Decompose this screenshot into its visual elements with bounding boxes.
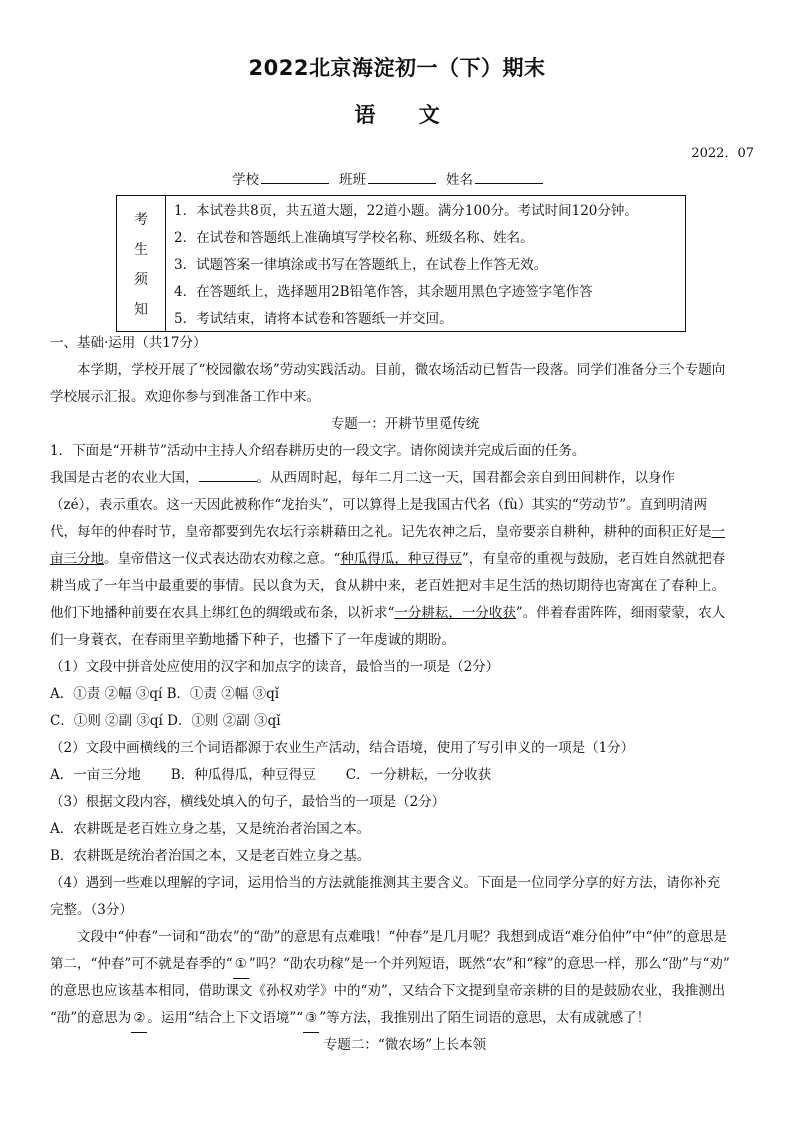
option-line: A．一亩三分地 B．种瓜得瓜，种豆得豆 C．一分耕耘，一分收获 [50,767,492,783]
section-heading: 一、基础·运用（共17分） [50,335,207,351]
class-blank[interactable] [368,170,436,184]
exam-notice-box [116,195,686,332]
intro-line: 学校展示汇报。欢迎你参与到准备工作中来。 [50,389,320,405]
passage-line: 亩三分地。皇帝借这一仪式表达劭农劝稼之意。“种瓜得瓜，种豆得豆”，有皇帝的重视与鼓励，老百姓自然就把春 [50,551,726,567]
question-1-stem: 1．下面是“开耕节”活动中主持人介绍春耕历史的一段文字。请你阅读并完成后面的任务。 [50,443,586,459]
student-info-line [232,168,543,188]
topic-1-heading: 专题一：开耕节里觅传统 [330,416,480,432]
answer-blank-1[interactable]: ① [233,951,249,979]
passage-line: 耕当成了一年当中最重要的事情。民以食为天，食从耕中来，老百姓把对丰足生活的热切期待也寄寓在了春种上。 [50,578,725,594]
notice-item: 5．考试结束，请将本试卷和答题纸一并交回。 [174,311,453,327]
passage-line: 代，每年的仲春时节，皇帝都要到先农坛行亲耕藉田之礼。记先农神之后，皇帝要亲自耕种，耕种的面积正好是一 [50,524,725,540]
subject-title: 语 文 [354,103,440,127]
method-line: 文段中“仲春”一词和“劭农”的“劭”的意思有点难哦！“仲春”是几月呢？我想到成语“难分伯仲”中“仲”的意思是 [77,929,727,945]
option-line: C．①则 ②副 ③qí D．①则 ②副 ③qǐ [50,713,281,729]
notice-item: 2．在试卷和答题纸上准确填写学校名称、班级名称、姓名。 [174,230,534,246]
passage-line: 们一身蓑衣，在春雨里辛勤地播下种子，也播下了一年虔诚的期盼。 [50,632,455,648]
notice-item: 4．在答题纸上，选择题用2B铅笔作答，其余题用黑色字迹签字笔作答 [174,284,593,300]
topic-2-heading: 专题二：“微农场”上长本领 [323,1037,487,1053]
notice-label: 考 生 须 知 [117,196,166,331]
notice-items [166,196,685,331]
name-blank[interactable] [475,170,543,184]
passage-line: 我国是古老的农业大国， 。从西周时起，每年二月二这一天，国君都会亲自到田间耕作，以身作 [50,465,760,492]
class-field: 班班 [339,168,436,188]
sub-question-1: （1）文段中拼音处应使用的汉字和加点字的读音，最恰当的一项是（2分） [50,659,500,675]
passage-blank[interactable] [199,467,257,482]
method-line: 第二，“仲春”可不就是春季的“ ① ”吗？“劭农功稼”是一个并列短语，既然“农”和“稼”的意思一样，那么“劭”与“劝” [50,951,760,978]
exam-title: 2022北京海淀初一（下）期末 [248,56,546,80]
section-1-body [50,330,760,1059]
method-line: 的意思也应该基本相同，借助课文《孙权劝学》中的“劝”，又结合下文提到皇帝亲耕的目的是鼓励农业，我推测出 [50,983,726,999]
option-line: A．①责 ②幅 ③qí B．①责 ②幅 ③qǐ [50,686,280,702]
sub-question-3: （3）根据文段内容，横线处填入的句子，最恰当的一项是（2分） [50,794,446,810]
school-blank[interactable] [261,170,329,184]
option-line: A．农耕既是老百姓立身之基，又是统治者治国之本。 [50,821,371,837]
passage-line: （zé），表示重农。这一天因此被称作“龙抬头”，可以算得上是我国古代名（fù）其实的“劳动节”。直到明清两 [50,497,708,513]
answer-blank-3[interactable]: ③ [303,1005,319,1033]
sub-question-4: （4）遇到一些难以理解的字词，运用恰当的方法就能推测其主要含义。下面是一位同学分享的好方法，请你补充 [50,875,721,891]
sub-question-2: （2）文段中画横线的三个词语都源于农业生产活动，结合语境，使用了写引申义的一项是（1分） [50,740,635,756]
school-field: 学校 [232,168,329,188]
answer-blank-2[interactable]: ② [131,1005,147,1033]
exam-date: 2022．07 [691,146,754,161]
sub-question-4-cont: 完整。（3分） [50,902,133,918]
intro-line: 本学期，学校开展了“校园徽农场”劳动实践活动。目前，微农场活动已暂告一段落。同学们准备分三个专题向 [77,362,726,378]
passage-line: 他们下地播种前要在农具上绑红色的绸缎或布条，以祈求“一分耕耘，一分收获”。伴着春雷阵阵，细雨蒙蒙，农人 [50,605,726,621]
name-field: 姓名 [446,168,543,188]
notice-item: 1．本试卷共8页，共五道大题，22道小题。满分100分。考试时间120分钟。 [174,203,638,219]
option-line: B．农耕既是统治者治国之本，又是老百姓立身之基。 [50,848,371,864]
notice-item: 3．试题答案一律填涂或书写在答题纸上，在试卷上作答无效。 [174,257,548,273]
method-line: “劭”的意思为 ② 。运用“结合上下文语境”“ ③ ”等方法，我推别出了陌生词语的意思，太有成就感了！ [50,1005,760,1032]
